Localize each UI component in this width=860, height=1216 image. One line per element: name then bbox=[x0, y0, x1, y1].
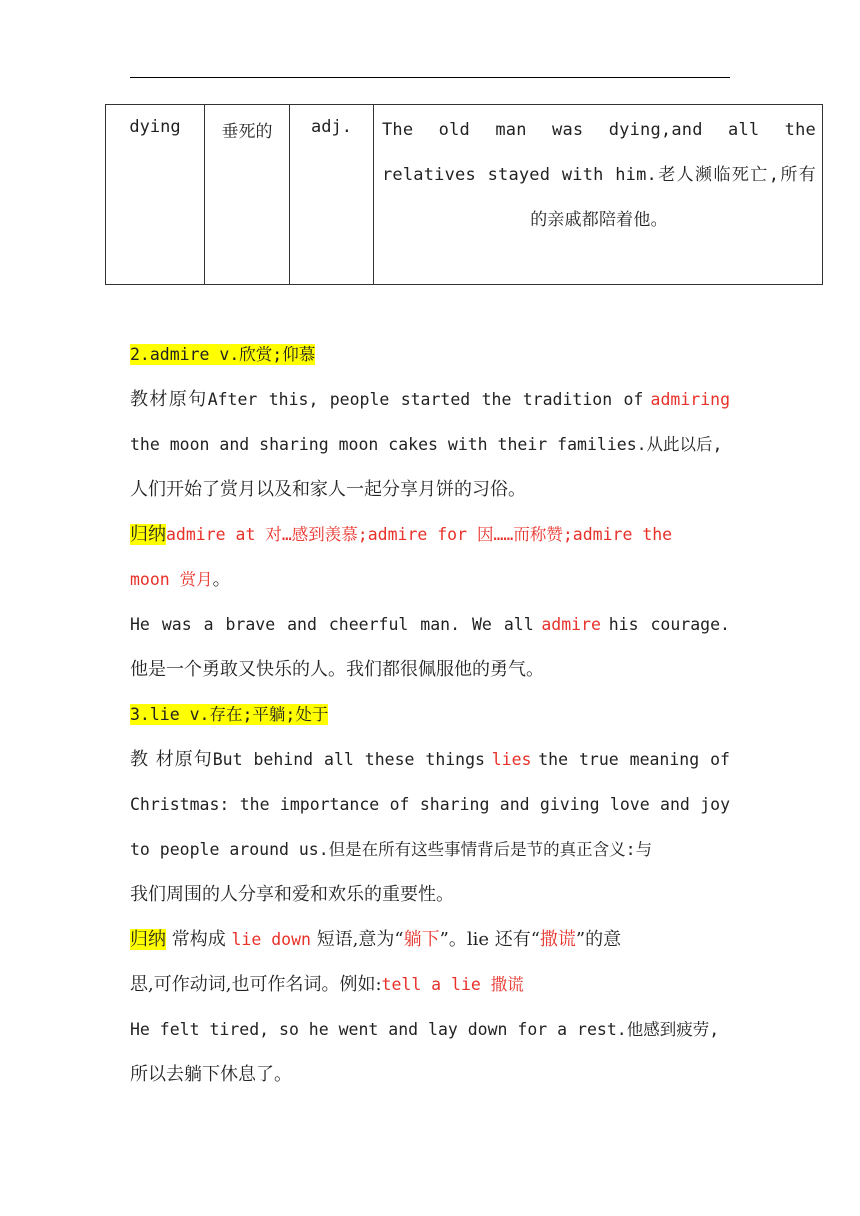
pos-text: adj. bbox=[311, 117, 352, 137]
table-row bbox=[106, 105, 823, 285]
example-translation: 所以去躺下休息了。 bbox=[130, 1064, 292, 1085]
meaning-cell bbox=[205, 105, 290, 285]
header-rule bbox=[130, 77, 730, 78]
example-text: The old man was dying,and all the relatives stayed with him.老人濒临死亡,所有的亲戚都陪着他。 bbox=[382, 120, 816, 230]
source-sentence-line: to people around us.但是在所有这些事情背后是节的真正含义:与 bbox=[130, 840, 653, 859]
summary-line: 思,可作动词,也可作名词。例如:tell a lie 撒谎 bbox=[130, 974, 524, 995]
example-line: He felt tired, so he went and lay down for a rest.他感到疲劳, bbox=[130, 1020, 720, 1039]
meaning-text: 垂死的 bbox=[221, 122, 273, 142]
source-sentence-line: 教材原句After this, people started the tradition of admiring bbox=[130, 389, 730, 410]
word-cell bbox=[106, 105, 205, 285]
pos-cell bbox=[290, 105, 374, 285]
source-translation: 人们开始了赏月以及和家人一起分享月饼的习俗。 bbox=[130, 479, 526, 500]
example-line: He was a brave and cheerful man. We all admire his courage. bbox=[130, 615, 730, 634]
source-sentence-line: 教 材原句But behind all these things lies the true meaning of bbox=[130, 749, 730, 770]
source-sentence-line: Christmas: the importance of sharing and giving love and joy bbox=[130, 795, 730, 814]
summary-line bbox=[130, 512, 730, 557]
example-translation: 他是一个勇敢又快乐的人。我们都很佩服他的勇气。 bbox=[130, 659, 544, 680]
source-label: 教 材原句 bbox=[130, 749, 213, 770]
summary-line: 归纳 常构成 lie down 短语,意为“躺下”。lie 还有“撒谎”的意 bbox=[130, 929, 622, 950]
source-label: 教材原句 bbox=[130, 389, 208, 410]
example-cell bbox=[374, 105, 823, 285]
summary-label: 归纳 bbox=[130, 524, 166, 545]
notes-body bbox=[130, 332, 730, 1097]
word-text: dying bbox=[129, 117, 181, 137]
source-sentence-line: the moon and sharing moon cakes with their families.从此以后, bbox=[130, 435, 723, 454]
keyword: admire bbox=[541, 615, 601, 634]
summary-label: 归纳 bbox=[130, 929, 166, 950]
keyword: lies bbox=[491, 750, 532, 769]
section-heading: 2.admire v.欣赏;仰慕 bbox=[130, 345, 316, 364]
keyword: admiring bbox=[650, 390, 730, 409]
source-translation: 我们周围的人分享和爱和欢乐的重要性。 bbox=[130, 884, 454, 905]
vocab-table bbox=[105, 104, 823, 285]
section-heading: 3.lie v.存在;平躺;处于 bbox=[130, 705, 329, 724]
summary-text: admire at 对…感到羡慕;admire for 因……而称赞;admire the bbox=[166, 525, 673, 544]
summary-line: moon 赏月。 bbox=[130, 569, 231, 590]
